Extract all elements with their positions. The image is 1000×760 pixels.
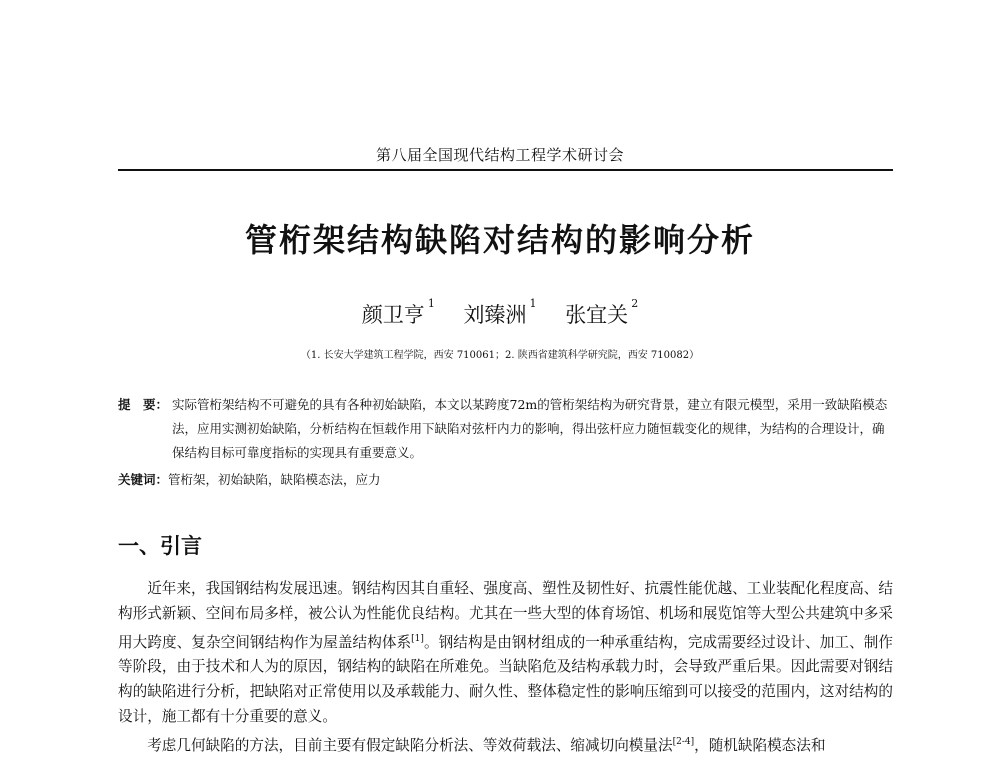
abstract-label: 提 要： xyxy=(118,397,169,412)
author-name: 颜卫亨 xyxy=(361,303,425,327)
author xyxy=(565,299,638,329)
paragraph-text: ，随机缺陷模态法和 xyxy=(694,736,826,754)
abstract xyxy=(118,393,893,465)
section-heading: 一、引言 xyxy=(118,534,202,558)
header-rule xyxy=(118,169,893,171)
citation-ref: [2-4] xyxy=(672,736,695,747)
author xyxy=(362,299,435,329)
author-affil-mark: 1 xyxy=(529,297,537,310)
affiliations: （1. 长安大学建筑工程学院，西安 710061；2. 陕西省建筑科学研究院，西安 710082） xyxy=(300,350,700,361)
paragraph-text: 考虑几何缺陷的方法，目前主要有假定缺陷分析法、等效荷载法、缩减切向模量法 xyxy=(147,736,673,754)
conference-header: 第八届全国现代结构工程学术研讨会 xyxy=(375,146,624,164)
author-name: 刘臻洲 xyxy=(463,303,527,327)
paragraph-text: 近年来，我国钢结构发展迅速。钢结构因其自重轻、强度高、塑性及韧性好、抗震性能优越、工业装配化程度高、结构形式新颖、空间布局多样，被公认为性能优良结构。尤其在一些大型的体育场馆、机场和展览馆等大型公共建筑中多采用大跨度、复杂空间钢结构作为屋盖结构体系 xyxy=(118,580,893,651)
paper-title: 管桁架结构缺陷对结构的影响分析 xyxy=(244,221,755,259)
citation-ref: [1] xyxy=(411,633,424,644)
paragraph-text: 。钢结构是由钢材组成的一种承重结构，完成需要经过设计、加工、制作等阶段，由于技术和人为的原因，钢结构的缺陷在所难免。当缺陷危及结构承载力时，会导致严重后果。因此需要对钢结构的缺陷进行分析，把缺陷对正常使用以及承载能力、耐久性、整体稳定性的影响压缩到可以接受的范围内，这对结构的设计，施工都有十分重要的意义。 xyxy=(118,633,893,725)
author-affil-mark: 1 xyxy=(427,297,435,310)
keywords xyxy=(118,468,893,492)
paragraph xyxy=(118,730,893,759)
keywords-label: 关键词： xyxy=(118,472,169,487)
author-affil-mark: 2 xyxy=(631,297,639,310)
author-name: 张宜关 xyxy=(565,303,629,327)
abstract-text: 实际管桁架结构不可避免的具有各种初始缺陷，本文以某跨度72m的管桁架结构为研究背景，建立有限元模型，采用一致缺陷模态法，应用实测初始缺陷，分析结构在恒载作用下缺陷对弦杆内力的影响，得出弦杆应力随恒载变化的规律，为结构的合理设计，确保结构目标可靠度指标的实现具有重要意义。 xyxy=(172,397,888,460)
author-list xyxy=(0,299,1000,329)
author xyxy=(464,299,537,329)
paragraph xyxy=(118,577,893,730)
body-text xyxy=(118,577,893,758)
keywords-text: 管桁架，初始缺陷，缺陷模态法，应力 xyxy=(168,472,381,487)
